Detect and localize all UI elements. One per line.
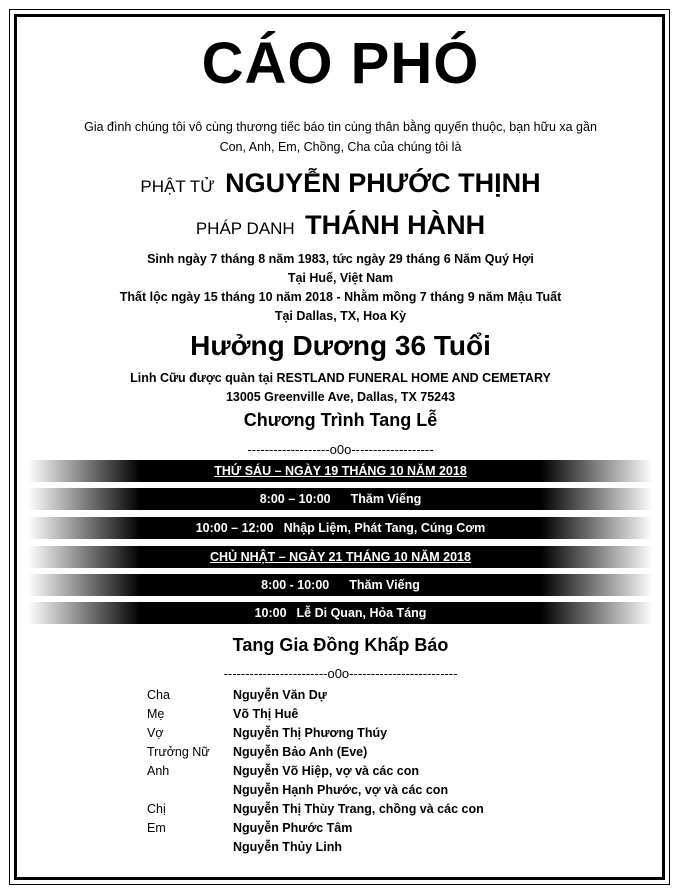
funeral-home: Linh Cữu được quàn tại RESTLAND FUNERAL HOME AND CEMETARY bbox=[130, 371, 551, 385]
age-heading: Hưởng Dương 36 Tuổi bbox=[190, 330, 491, 361]
family-row bbox=[147, 838, 484, 857]
day-1-date: THỨ SÁU – NGÀY 19 THÁNG 10 NĂM 2018 bbox=[214, 464, 467, 478]
schedule-item bbox=[28, 574, 653, 596]
schedule-event: Lễ Di Quan, Hỏa Táng bbox=[296, 606, 427, 620]
schedule-event: Thăm Viếng bbox=[350, 492, 422, 506]
family-row bbox=[147, 781, 484, 800]
family-member-name: Nguyễn Văn Dự bbox=[233, 688, 327, 702]
schedule-event: Nhập Liệm, Phát Tang, Cúng Cơm bbox=[283, 521, 486, 535]
family-row bbox=[147, 743, 484, 762]
schedule-event: Thăm Viếng bbox=[349, 578, 420, 592]
family-member-name: Nguyễn Thị Phương Thúy bbox=[233, 726, 388, 740]
family-divider: ------------------------o0o------------------------- bbox=[223, 666, 458, 681]
family-member-name: Võ Thị Huê bbox=[233, 707, 299, 721]
family-role: Trưởng Nữ bbox=[147, 745, 210, 759]
deceased-name-line bbox=[0, 168, 681, 199]
day-2-date: CHỦ NHẬT – NGÀY 21 THÁNG 10 NĂM 2018 bbox=[210, 550, 471, 564]
deceased-name: NGUYỄN PHƯỚC THỊNH bbox=[225, 168, 541, 198]
schedule-time: 10:00 – 12:00 bbox=[195, 521, 274, 535]
page-title: CÁO PHÓ bbox=[201, 31, 480, 96]
birth-place: Tại Huế, Việt Nam bbox=[287, 271, 394, 285]
dharma-prefix: PHÁP DANH bbox=[195, 219, 295, 238]
schedule-day-1 bbox=[28, 460, 653, 482]
family-title: Tang Gia Đồng Khấp Báo bbox=[232, 635, 449, 655]
intro-line-2: Con, Anh, Em, Chồng, Cha của chúng tôi là bbox=[219, 140, 462, 154]
family-row bbox=[147, 724, 484, 743]
schedule-time: 8:00 – 10:00 bbox=[259, 492, 331, 506]
dharma-name-line bbox=[0, 210, 681, 241]
schedule-item bbox=[28, 602, 653, 624]
family-role: Anh bbox=[147, 764, 170, 778]
program-divider: -------------------o0o------------------- bbox=[247, 442, 434, 457]
family-member-name: Nguyễn Phước Tâm bbox=[233, 821, 353, 835]
schedule-time: 10:00 bbox=[254, 606, 287, 620]
family-role: Vợ bbox=[147, 726, 164, 740]
family-role: Chị bbox=[147, 802, 166, 816]
family-role: Cha bbox=[147, 688, 170, 702]
schedule-time: 8:00 - 10:00 bbox=[261, 578, 330, 592]
family-member-name: Nguyễn Hạnh Phước, vợ và các con bbox=[233, 783, 449, 797]
intro-line-1: Gia đình chúng tôi vô cùng thương tiếc báo tin cùng thân bằng quyến thuộc, bạn hữu xa gần bbox=[84, 120, 597, 134]
death-place: Tại Dallas, TX, Hoa Kỳ bbox=[274, 309, 407, 323]
family-row bbox=[147, 705, 484, 724]
family-member-name: Nguyễn Thủy Linh bbox=[233, 840, 343, 854]
title-prefix: PHẬT TỬ bbox=[140, 177, 215, 196]
schedule-item bbox=[28, 517, 653, 539]
schedule-day-2 bbox=[28, 546, 653, 568]
birth-info: Sinh ngày 7 tháng 8 năm 1983, tức ngày 29 tháng 6 Năm Quý Hợi bbox=[147, 252, 534, 266]
family-list bbox=[147, 686, 484, 857]
family-row bbox=[147, 762, 484, 781]
funeral-address: 13005 Greenville Ave, Dallas, TX 75243 bbox=[225, 390, 456, 404]
program-title: Chương Trình Tang Lễ bbox=[243, 410, 438, 430]
family-member-name: Nguyễn Võ Hiệp, vợ và các con bbox=[233, 764, 420, 778]
family-row bbox=[147, 819, 484, 838]
schedule-item bbox=[28, 488, 653, 510]
dharma-name: THÁNH HÀNH bbox=[305, 210, 486, 240]
family-member-name: Nguyễn Bảo Anh (Eve) bbox=[233, 745, 368, 759]
family-row bbox=[147, 686, 484, 705]
family-row bbox=[147, 800, 484, 819]
death-info: Thất lộc ngày 15 tháng 10 năm 2018 - Nhằm mồng 7 tháng 9 năm Mậu Tuất bbox=[119, 290, 562, 304]
family-member-name: Nguyễn Thị Thùy Trang, chồng và các con bbox=[233, 802, 484, 816]
family-role: Em bbox=[147, 821, 166, 835]
family-role: Mẹ bbox=[147, 707, 165, 721]
